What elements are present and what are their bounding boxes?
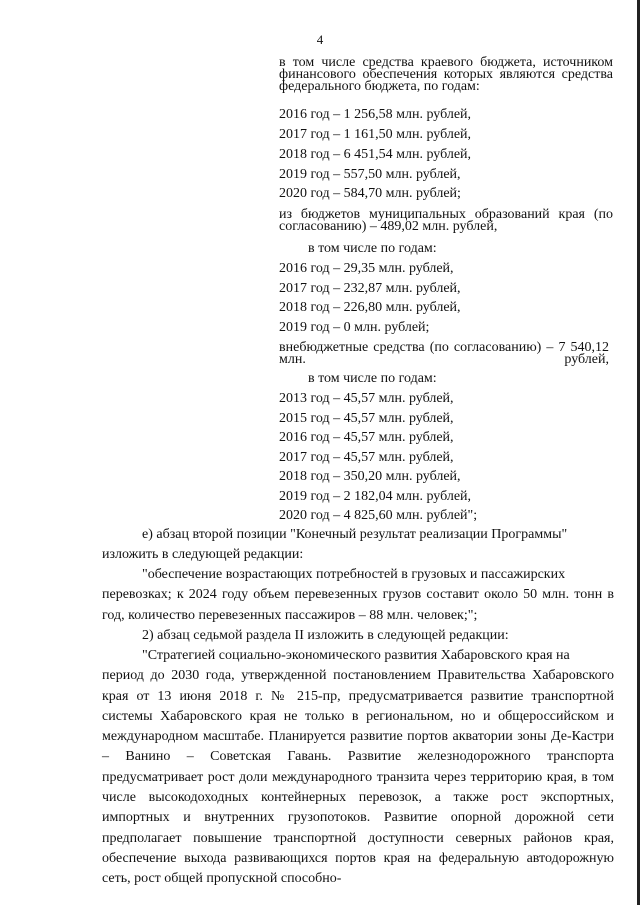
year-line: 2018 год – 226,80 млн. рублей, — [279, 300, 461, 315]
paragraph-item-2 — [102, 626, 614, 646]
by-years-label: в том числе по годам: — [308, 241, 437, 256]
extrabudget-intro: внебюджетные средства (по согласованию) – 7 540,12 млн. рублей, — [279, 340, 609, 368]
year-line: 2016 год – 45,57 млн. рублей, — [279, 430, 454, 445]
paragraph-rest: период до 2030 года, утвержденной постановлением Правительства Хабаровского края от 13 июня 2018 г. № 215-пр, предусматривается развитие транспортной системы Хабаровского края не только в региональном, но и общероссийском и международном масштабе. Планируется развитие портов акватории зоны Де-Кастри – Ванино – Советская Гавань. Развитие железнодорожного транспорта предусматривает рост доли международного транзита через территорию края, в том числе высокодоходных контейнерных перевозок, а также рост экспортных, импортных и внутренних грузопотоков. Развитие опорной дорожной сети предполагает повышение транспортной доступности северных районов края, обеспечение выхода развивающихся портов края на федеральную автодорожную сеть, рост общей пропускной способно- — [102, 668, 614, 887]
paragraph-first-line: е) абзац второй позиции "Конечный результат реализации Программы" — [142, 527, 568, 542]
year-line: 2018 год – 350,20 млн. рублей, — [279, 469, 461, 484]
year-line: 2017 год – 1 161,50 млн. рублей, — [279, 127, 472, 142]
paragraph-quote-1 — [102, 565, 614, 626]
paragraph-first-line: 2) абзац седьмой раздела II изложить в следующей редакции: — [142, 628, 509, 643]
paragraph-item-e — [102, 525, 614, 566]
year-line: 2020 год – 4 825,60 млн. рублей"; — [279, 508, 478, 523]
page-number: 4 — [316, 32, 324, 47]
paragraph-first-line: "обеспечение возрастающих потребностей в грузовых и пассажирских — [142, 567, 566, 582]
year-line: 2020 год – 584,70 млн. рублей; — [279, 186, 461, 201]
year-line: 2016 год – 1 256,58 млн. рублей, — [279, 107, 472, 122]
year-line: 2019 год – 0 млн. рублей; — [279, 320, 430, 335]
year-line: 2017 год – 45,57 млн. рублей, — [279, 450, 454, 465]
year-line: 2015 год – 45,57 млн. рублей, — [279, 411, 454, 426]
year-line: 2016 год – 29,35 млн. рублей, — [279, 261, 454, 276]
paragraph-quote-2 — [102, 646, 614, 890]
paragraph-rest: перевозках; к 2024 году объем перевезенных грузов составит около 50 млн. тонн в год, количество перевезенных пассажиров – 88 млн. человек;"; — [102, 587, 614, 623]
year-line: 2019 год – 557,50 млн. рублей, — [279, 167, 461, 182]
year-line: 2019 год – 2 182,04 млн. рублей, — [279, 489, 472, 504]
year-line: 2017 год – 232,87 млн. рублей, — [279, 281, 461, 296]
paragraph-rest: изложить в следующей редакции: — [102, 547, 304, 563]
regional-budget-intro: в том числе средства краевого бюджета, источником финансового обеспечения которых являются средства федерального бюджета, по годам: — [279, 55, 613, 95]
municipal-budget-intro: из бюджетов муниципальных образований края (по согласованию) – 489,02 млн. рублей, — [279, 207, 613, 235]
by-years-label: в том числе по годам: — [308, 371, 437, 386]
paragraph-first-line: "Стратегией социально-экономического развития Хабаровского края на — [142, 648, 570, 663]
year-line: 2013 год – 45,57 млн. рублей, — [279, 391, 454, 406]
year-line: 2018 год – 6 451,54 млн. рублей, — [279, 147, 472, 162]
